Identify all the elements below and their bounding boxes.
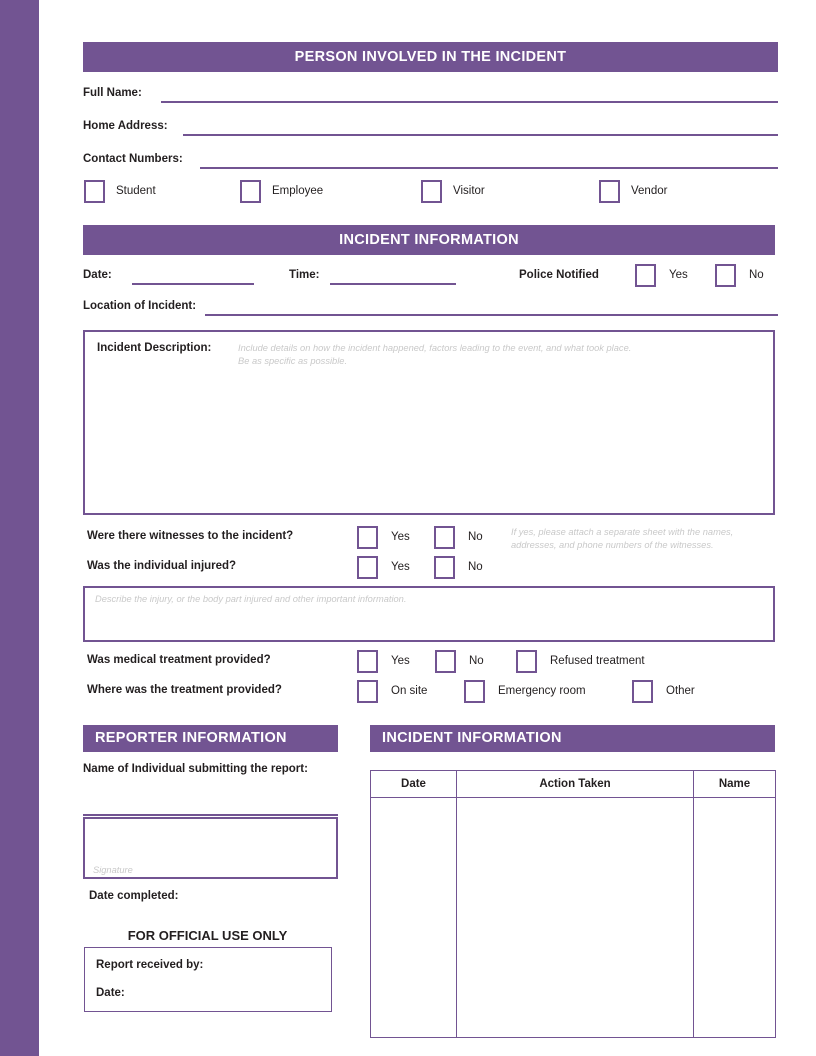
report-received-by-label[interactable]: Report received by: bbox=[96, 959, 204, 971]
section-header-person-involved: PERSON INVOLVED IN THE INCIDENT bbox=[83, 42, 778, 72]
checkbox-label-witnesses-yes: Yes bbox=[391, 531, 410, 543]
action-log-header-row bbox=[371, 771, 776, 798]
reporter-name-input[interactable] bbox=[83, 814, 338, 816]
checkbox-visitor[interactable] bbox=[421, 180, 442, 203]
incident-date-input[interactable] bbox=[132, 283, 254, 285]
decorative-sidebar-bar bbox=[0, 0, 39, 1056]
checkbox-label-witnesses-no: No bbox=[468, 531, 483, 543]
section-header-incident-information: INCIDENT INFORMATION bbox=[83, 225, 775, 255]
checkbox-label-treatment-emergency-room: Emergency room bbox=[498, 685, 586, 697]
checkbox-label-injured-yes: Yes bbox=[391, 561, 410, 573]
injured-question-label: Was the individual injured? bbox=[87, 560, 237, 572]
home-address-input[interactable] bbox=[183, 134, 778, 136]
treatment-location-question-label: Where was the treatment provided? bbox=[87, 684, 282, 696]
official-use-title: FOR OFFICIAL USE ONLY bbox=[127, 928, 288, 943]
checkbox-label-treatment-on-site: On site bbox=[391, 685, 428, 697]
checkbox-label-police-no: No bbox=[749, 269, 764, 281]
section-header-action-log: INCIDENT INFORMATION bbox=[370, 725, 775, 752]
contact-numbers-input[interactable] bbox=[200, 167, 778, 169]
incident-description-hint-line-1: Include details on how the incident happened, factors leading to the event, and what took place. bbox=[238, 343, 632, 353]
home-address-label: Home Address: bbox=[83, 120, 168, 132]
checkbox-vendor[interactable] bbox=[599, 180, 620, 203]
full-name-input[interactable] bbox=[161, 101, 778, 103]
checkbox-injured-yes[interactable] bbox=[357, 556, 378, 579]
injury-description-hint: Describe the injury, or the body part injured and other important information. bbox=[95, 594, 407, 604]
date-completed-label: Date completed: bbox=[89, 890, 179, 902]
checkbox-label-vendor: Vendor bbox=[631, 185, 668, 197]
checkbox-label-medical-no: No bbox=[469, 655, 484, 667]
checkbox-treatment-other[interactable] bbox=[632, 680, 653, 703]
checkbox-medical-refused[interactable] bbox=[516, 650, 537, 673]
action-log-row bbox=[371, 798, 776, 1038]
full-name-label: Full Name: bbox=[83, 87, 142, 99]
witnesses-question-label: Were there witnesses to the incident? bbox=[87, 530, 294, 542]
incident-description-label: Incident Description: bbox=[97, 342, 212, 354]
witnesses-note-line-2: addresses, and phone numbers of the witnesses. bbox=[511, 539, 714, 550]
checkbox-police-notified-no[interactable] bbox=[715, 264, 736, 287]
checkbox-injured-no[interactable] bbox=[434, 556, 455, 579]
checkbox-treatment-emergency-room[interactable] bbox=[464, 680, 485, 703]
action-log-column-name: Name bbox=[694, 771, 776, 798]
form-page bbox=[83, 0, 778, 1056]
action-log-cell-action[interactable] bbox=[457, 798, 694, 1038]
official-date-label[interactable]: Date: bbox=[96, 987, 125, 999]
checkbox-label-visitor: Visitor bbox=[453, 185, 485, 197]
checkbox-medical-yes[interactable] bbox=[357, 650, 378, 673]
incident-description-hint-line-2: Be as specific as possible. bbox=[238, 355, 348, 366]
checkbox-label-medical-yes: Yes bbox=[391, 655, 410, 667]
checkbox-treatment-on-site[interactable] bbox=[357, 680, 378, 703]
contact-numbers-label: Contact Numbers: bbox=[83, 153, 183, 165]
signature-hint: Signature bbox=[93, 865, 133, 875]
section-header-reporter-information: REPORTER INFORMATION bbox=[83, 725, 338, 752]
incident-time-label: Time: bbox=[289, 269, 320, 281]
reporter-name-label: Name of Individual submitting the report: bbox=[83, 763, 308, 775]
checkbox-medical-no[interactable] bbox=[435, 650, 456, 673]
checkbox-employee[interactable] bbox=[240, 180, 261, 203]
medical-treatment-question-label: Was medical treatment provided? bbox=[87, 654, 271, 666]
action-log-table bbox=[370, 770, 776, 1038]
checkbox-label-employee: Employee bbox=[272, 185, 324, 197]
incident-date-label: Date: bbox=[83, 269, 112, 281]
checkbox-label-medical-refused: Refused treatment bbox=[550, 655, 645, 667]
checkbox-student[interactable] bbox=[84, 180, 105, 203]
checkbox-witnesses-yes[interactable] bbox=[357, 526, 378, 549]
action-log-column-date: Date bbox=[371, 771, 457, 798]
incident-time-input[interactable] bbox=[330, 283, 456, 285]
checkbox-label-injured-no: No bbox=[468, 561, 483, 573]
checkbox-police-notified-yes[interactable] bbox=[635, 264, 656, 287]
action-log-column-action-taken: Action Taken bbox=[457, 771, 694, 798]
location-of-incident-input[interactable] bbox=[205, 314, 778, 316]
action-log-cell-name[interactable] bbox=[694, 798, 776, 1038]
checkbox-label-student: Student bbox=[116, 185, 156, 197]
witnesses-note-line-1: If yes, please attach a separate sheet with the names, bbox=[511, 527, 734, 537]
official-use-box bbox=[84, 947, 332, 1012]
action-log-cell-date[interactable] bbox=[371, 798, 457, 1038]
checkbox-witnesses-no[interactable] bbox=[434, 526, 455, 549]
checkbox-label-treatment-other: Other bbox=[666, 685, 695, 697]
police-notified-label: Police Notified bbox=[519, 269, 599, 281]
checkbox-label-police-yes: Yes bbox=[669, 269, 688, 281]
location-of-incident-label: Location of Incident: bbox=[83, 300, 197, 312]
